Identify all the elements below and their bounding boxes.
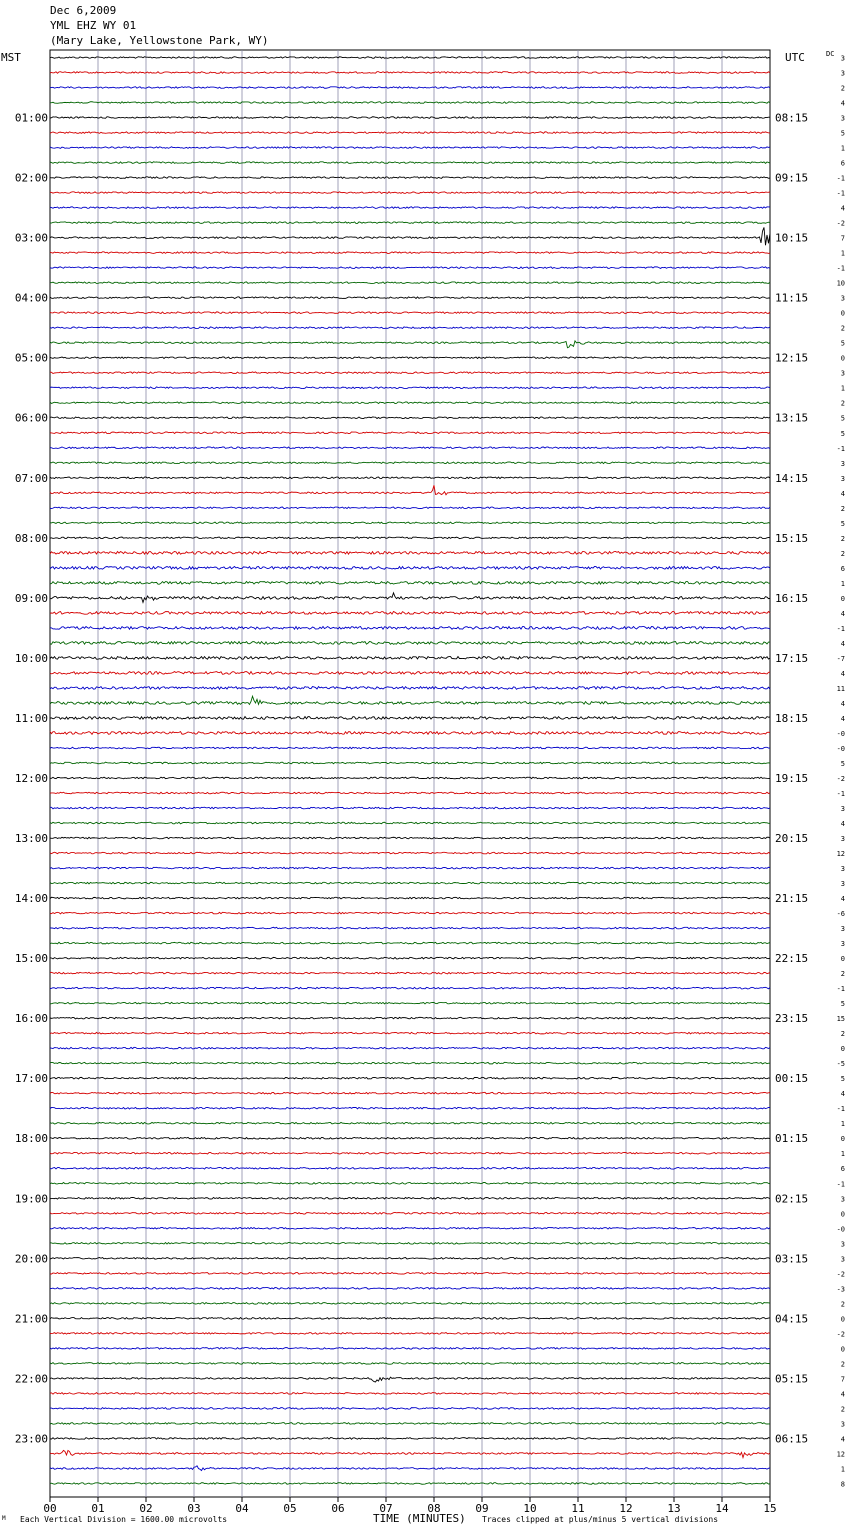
right-hour-label: 18:15 — [775, 711, 809, 725]
dc-offset-value: -5 — [836, 1060, 845, 1069]
seismic-trace — [50, 972, 770, 974]
dc-offset-value: -1 — [836, 624, 845, 633]
right-hour-label: 01:15 — [775, 1132, 809, 1146]
seismic-trace — [50, 1122, 770, 1124]
dc-offset-value: 0 — [840, 955, 845, 964]
dc-offset-value: 7 — [840, 1375, 845, 1384]
seismic-trace — [50, 537, 770, 539]
seismic-trace — [50, 696, 770, 704]
right-hour-label: 08:15 — [775, 111, 809, 125]
seismic-trace — [50, 927, 770, 929]
seismic-trace — [50, 227, 770, 245]
seismic-trace — [50, 777, 770, 779]
right-axis-title: UTC — [785, 51, 805, 64]
dc-offset-value: -1 — [836, 985, 845, 994]
location-label: (Mary Lake, Yellowstone Park, WY) — [50, 34, 269, 47]
left-hour-label: 23:00 — [14, 1432, 48, 1446]
x-tick-label: 11 — [571, 1502, 585, 1515]
x-tick-label: 10 — [523, 1502, 537, 1515]
seismic-trace — [50, 567, 770, 570]
dc-offset-value: 4 — [840, 489, 845, 498]
seismic-trace — [50, 612, 770, 615]
seismic-trace — [50, 1288, 770, 1290]
seismic-trace — [50, 372, 770, 374]
seismic-trace — [50, 837, 770, 839]
dc-offset-value: 5 — [840, 339, 845, 348]
dc-offset-value: 12 — [836, 850, 845, 859]
seismic-trace — [50, 957, 770, 959]
dc-offset-value: 3 — [840, 1195, 845, 1204]
dc-offset-value: 3 — [840, 1255, 845, 1264]
right-hour-label: 02:15 — [775, 1192, 809, 1206]
left-hour-label: 05:00 — [14, 351, 48, 365]
seismic-trace — [50, 1227, 770, 1229]
dc-offset-value: 0 — [840, 309, 845, 318]
seismic-trace — [50, 897, 770, 899]
seismic-trace — [50, 1258, 770, 1260]
dc-offset-value: 2 — [840, 1360, 845, 1369]
left-hour-label: 09:00 — [14, 591, 48, 605]
dc-offset-value: 2 — [840, 534, 845, 543]
dc-offset-value: -0 — [836, 729, 845, 738]
seismic-trace — [50, 1137, 770, 1139]
right-hour-label: 13:15 — [775, 411, 809, 425]
dc-offset-value: 8 — [840, 1480, 845, 1489]
seismic-trace — [50, 867, 770, 869]
seismic-trace — [50, 1438, 770, 1440]
seismic-trace — [50, 657, 770, 660]
right-hour-label: 17:15 — [775, 651, 809, 665]
dc-offset-value: 1 — [840, 579, 845, 588]
seismic-trace — [50, 447, 770, 449]
dc-offset-value: -3 — [836, 1285, 845, 1294]
right-hour-label: 09:15 — [775, 171, 809, 185]
x-tick-label: 15 — [763, 1502, 777, 1515]
seismic-trace — [50, 341, 770, 348]
right-hour-label: 21:15 — [775, 892, 809, 906]
date-label: Dec 6,2009 — [50, 4, 117, 17]
right-hour-label: 22:15 — [775, 952, 809, 966]
dc-offset-value: 5 — [840, 1075, 845, 1084]
seismic-trace — [50, 687, 770, 690]
left-hour-label: 13:00 — [14, 832, 48, 846]
seismic-trace — [50, 477, 770, 479]
seismic-trace — [50, 732, 770, 735]
dc-offset-value: -7 — [836, 654, 845, 663]
right-hour-label: 06:15 — [775, 1432, 809, 1446]
dc-offset-value: 4 — [840, 1390, 845, 1399]
dc-offset-value: 0 — [840, 354, 845, 363]
seismic-trace — [50, 312, 770, 314]
dc-offset-value: 2 — [840, 504, 845, 513]
dc-offset-value: 6 — [840, 159, 845, 168]
dc-offset-value: 0 — [840, 1345, 845, 1354]
dc-offset-value: 10 — [836, 279, 845, 288]
seismic-trace — [50, 1107, 770, 1109]
seismic-trace — [50, 432, 770, 434]
seismic-trace — [50, 672, 770, 675]
dc-offset-value: 0 — [840, 1315, 845, 1324]
x-tick-label: 12 — [619, 1502, 633, 1515]
left-hour-label: 11:00 — [14, 711, 48, 725]
dc-offset-value: 5 — [840, 129, 845, 138]
seismic-trace — [50, 1242, 770, 1244]
seismic-trace — [50, 462, 770, 464]
x-tick-label: 14 — [715, 1502, 729, 1515]
dc-offset-value: -1 — [836, 264, 845, 273]
seismic-trace — [50, 627, 770, 630]
x-tick-label: 04 — [235, 1502, 249, 1515]
seismic-trace — [50, 282, 770, 284]
seismic-trace — [50, 402, 770, 404]
left-hour-label: 01:00 — [14, 111, 48, 125]
left-hour-label: 12:00 — [14, 771, 48, 785]
dc-offset-value: 0 — [840, 1210, 845, 1219]
seismic-trace — [50, 1152, 770, 1154]
left-hour-label: 06:00 — [14, 411, 48, 425]
dc-offset-value: 4 — [840, 639, 845, 648]
dc-offset-value: 2 — [840, 1405, 845, 1414]
left-hour-label: 15:00 — [14, 952, 48, 966]
dc-offset-value: 5 — [840, 759, 845, 768]
clip-note: Traces clipped at plus/minus 5 vertical divisions — [482, 1515, 719, 1524]
seismic-trace — [50, 357, 770, 359]
x-tick-label: 02 — [139, 1502, 153, 1515]
left-hour-label: 16:00 — [14, 1012, 48, 1026]
dc-offset-value: 0 — [840, 1135, 845, 1144]
dc-offset-value: 2 — [840, 970, 845, 979]
dc-offset-value: 1 — [840, 249, 845, 258]
right-hour-label: 11:15 — [775, 291, 809, 305]
x-tick-label: 03 — [187, 1502, 201, 1515]
seismic-trace — [50, 1348, 770, 1350]
right-hour-label: 14:15 — [775, 471, 809, 485]
seismic-trace — [50, 807, 770, 809]
dc-offset-value: 1 — [840, 144, 845, 153]
seismic-trace — [50, 642, 770, 645]
right-hour-label: 15:15 — [775, 531, 809, 545]
seismic-trace — [50, 417, 770, 419]
dc-offset-value: 3 — [840, 865, 845, 874]
x-tick-label: 01 — [91, 1502, 105, 1515]
seismic-trace — [50, 132, 770, 134]
right-hour-label: 23:15 — [775, 1012, 809, 1026]
seismic-trace — [50, 792, 770, 794]
dc-offset-value: -0 — [836, 1225, 845, 1234]
seismic-trace — [50, 1212, 770, 1214]
seismic-trace — [50, 822, 770, 824]
dc-offset-value: -6 — [836, 910, 845, 919]
seismic-trace — [50, 852, 770, 854]
seismic-trace — [50, 1377, 770, 1382]
x-tick-label: 06 — [331, 1502, 345, 1515]
dc-offset-value: 6 — [840, 1165, 845, 1174]
dc-offset-value: -1 — [836, 1180, 845, 1189]
left-hour-label: 08:00 — [14, 531, 48, 545]
dc-offset-value: 2 — [840, 324, 845, 333]
seismic-trace — [50, 717, 770, 720]
dc-offset-value: 3 — [840, 54, 845, 63]
dc-offset-value: -1 — [836, 444, 845, 453]
seismic-trace — [50, 1483, 770, 1485]
dc-offset-value: 3 — [840, 1420, 845, 1429]
seismic-trace — [50, 1333, 770, 1335]
dc-offset-value: 3 — [840, 880, 845, 889]
dc-offset-value: 3 — [840, 474, 845, 483]
seismic-trace — [50, 177, 770, 179]
dc-offset-value: 2 — [840, 549, 845, 558]
dc-offset-value: 3 — [840, 294, 845, 303]
seismic-trace — [50, 593, 770, 603]
dc-offset-value: -1 — [836, 189, 845, 198]
dc-offset-value: 4 — [840, 820, 845, 829]
dc-offset-value: 15 — [836, 1015, 845, 1024]
dc-offset-value: 1 — [840, 384, 845, 393]
left-hour-label: 10:00 — [14, 651, 48, 665]
seismic-trace — [50, 267, 770, 269]
dc-offset-value: -1 — [836, 789, 845, 798]
dc-offset-value: 5 — [840, 414, 845, 423]
dc-offset-value: 4 — [840, 669, 845, 678]
left-hour-label: 22:00 — [14, 1372, 48, 1386]
dc-offset-value: 2 — [840, 1300, 845, 1309]
seismic-trace — [50, 1032, 770, 1034]
dc-offset-value: 2 — [840, 399, 845, 408]
dc-offset-value: 3 — [840, 114, 845, 123]
dc-offset-value: 7 — [840, 234, 845, 243]
dc-offset-value: 5 — [840, 429, 845, 438]
seismic-trace — [50, 522, 770, 524]
seismic-trace — [50, 1002, 770, 1004]
seismic-trace — [50, 1393, 770, 1395]
x-tick-label: 00 — [43, 1502, 57, 1515]
seismic-trace — [50, 252, 770, 254]
x-tick-label: 13 — [667, 1502, 681, 1515]
x-tick-label: 07 — [379, 1502, 393, 1515]
dc-offset-value: 4 — [840, 204, 845, 213]
seismic-trace — [50, 87, 770, 89]
right-hour-label: 20:15 — [775, 832, 809, 846]
seismic-trace — [50, 222, 770, 224]
left-hour-label: 07:00 — [14, 471, 48, 485]
dc-offset-value: 1 — [840, 1150, 845, 1159]
right-hour-label: 03:15 — [775, 1252, 809, 1266]
seismic-trace — [50, 551, 770, 554]
station-label: YML EHZ WY 01 — [50, 19, 137, 32]
dc-offset-value: -2 — [836, 774, 845, 783]
dc-offset-value: 3 — [840, 69, 845, 78]
left-hour-label: 18:00 — [14, 1132, 48, 1146]
right-hour-label: 05:15 — [775, 1372, 809, 1386]
dc-offset-value: 1 — [840, 1120, 845, 1129]
dc-offset-value: 0 — [840, 594, 845, 603]
seismic-trace — [50, 1408, 770, 1410]
dc-offset-value: 3 — [840, 805, 845, 813]
seismic-trace — [50, 1318, 770, 1320]
seismic-trace — [50, 1273, 770, 1275]
dc-offset-value: 4 — [840, 1090, 845, 1099]
seismic-trace — [50, 485, 770, 494]
dc-offset-value: 2 — [840, 84, 845, 93]
x-axis-title: TIME (MINUTES) — [373, 1512, 466, 1525]
seismic-trace — [50, 762, 770, 764]
dc-offset-value: 3 — [840, 369, 845, 378]
dc-offset-value: 4 — [840, 1435, 845, 1444]
seismic-trace — [50, 297, 770, 299]
dc-offset-value: 5 — [840, 1000, 845, 1009]
dc-offset-value: -1 — [836, 1105, 845, 1114]
seismic-trace — [50, 507, 770, 509]
seismic-trace — [50, 147, 770, 149]
x-tick-label: 09 — [475, 1502, 489, 1515]
dc-offset-value: 3 — [840, 925, 845, 934]
seismic-trace — [50, 72, 770, 74]
dc-title: DC — [826, 50, 835, 58]
dc-offset-value: 4 — [840, 714, 845, 723]
seismic-trace — [50, 747, 770, 749]
dc-offset-value: 3 — [840, 1240, 845, 1249]
left-hour-label: 21:00 — [14, 1312, 48, 1326]
dc-offset-value: -1 — [836, 174, 845, 183]
dc-offset-value: 4 — [840, 895, 845, 904]
seismic-trace — [50, 1017, 770, 1019]
dc-offset-value: 3 — [840, 940, 845, 949]
dc-offset-value: 5 — [840, 519, 845, 528]
seismic-trace — [50, 162, 770, 164]
left-hour-label: 19:00 — [14, 1192, 48, 1206]
dc-offset-value: 3 — [840, 835, 845, 844]
dc-offset-value: 12 — [836, 1450, 845, 1459]
seismic-trace — [50, 1092, 770, 1094]
left-hour-label: 14:00 — [14, 892, 48, 906]
seismic-trace — [50, 1167, 770, 1169]
seismic-trace — [50, 1197, 770, 1199]
seismic-trace — [50, 1303, 770, 1305]
dc-offset-value: -2 — [836, 219, 845, 228]
right-hour-label: 00:15 — [775, 1072, 809, 1086]
dc-offset-value: 0 — [840, 1045, 845, 1054]
dc-offset-value: 4 — [840, 99, 845, 108]
dc-offset-value: 4 — [840, 699, 845, 708]
right-hour-label: 04:15 — [775, 1312, 809, 1326]
dc-offset-value: 2 — [840, 1030, 845, 1039]
seismic-trace — [50, 882, 770, 884]
seismic-trace — [50, 102, 770, 104]
seismic-trace — [50, 327, 770, 329]
left-hour-label: 20:00 — [14, 1252, 48, 1266]
right-hour-label: 16:15 — [775, 591, 809, 605]
seismic-trace — [50, 1450, 770, 1457]
seismic-trace — [50, 1182, 770, 1184]
seismic-trace — [50, 1077, 770, 1079]
seismic-trace — [50, 1466, 770, 1471]
seismic-trace — [50, 117, 770, 119]
dc-offset-value: -2 — [836, 1330, 845, 1339]
x-tick-label: 08 — [427, 1502, 441, 1515]
left-hour-label: 03:00 — [14, 231, 48, 245]
seismic-trace — [50, 387, 770, 389]
dc-offset-value: 6 — [840, 564, 845, 573]
left-hour-label: 04:00 — [14, 291, 48, 305]
dc-offset-value: -2 — [836, 1270, 845, 1279]
seismic-trace — [50, 192, 770, 194]
scale-note: Each Vertical Division = 1600.00 microvolts — [20, 1515, 228, 1524]
seismic-trace — [50, 1423, 770, 1425]
seismic-trace — [50, 581, 770, 584]
seismic-trace — [50, 207, 770, 209]
seismic-trace — [50, 942, 770, 944]
seismic-trace — [50, 1062, 770, 1064]
seismic-trace — [50, 987, 770, 989]
left-hour-label: 02:00 — [14, 171, 48, 185]
left-hour-label: 17:00 — [14, 1072, 48, 1086]
seismic-trace — [50, 57, 770, 59]
left-axis-title: MST — [1, 51, 21, 64]
dc-offset-value: 11 — [836, 684, 845, 693]
seismic-trace — [50, 912, 770, 914]
dc-offset-value: 4 — [840, 609, 845, 618]
right-hour-label: 10:15 — [775, 231, 809, 245]
right-hour-label: 12:15 — [775, 351, 809, 365]
footer-mark: M — [2, 1515, 6, 1522]
dc-offset-value: 3 — [840, 459, 845, 468]
right-hour-label: 19:15 — [775, 771, 809, 785]
seismic-trace — [50, 1363, 770, 1365]
seismic-trace — [50, 1047, 770, 1049]
x-tick-label: 05 — [283, 1502, 297, 1515]
dc-offset-value: 1 — [840, 1465, 845, 1474]
dc-offset-value: -0 — [836, 744, 845, 753]
